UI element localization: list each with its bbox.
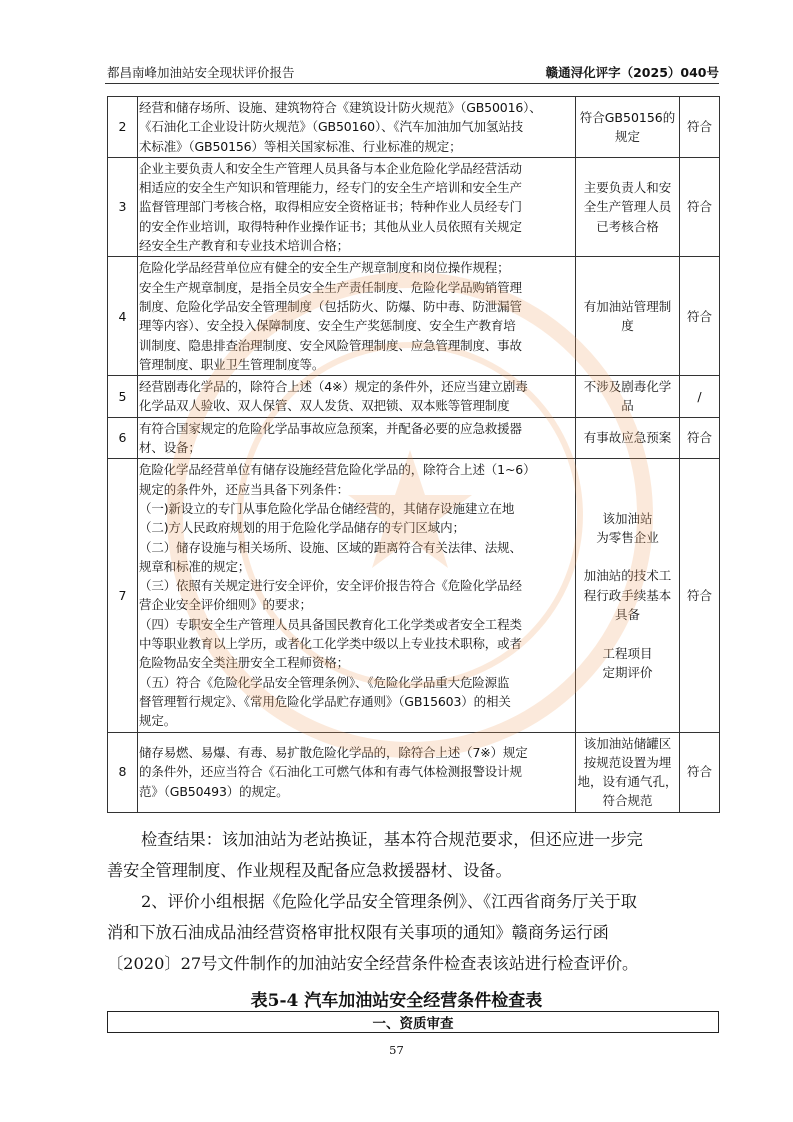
condition-cell	[138, 417, 576, 459]
result-cell: 符合	[680, 97, 720, 158]
table-row	[108, 376, 720, 418]
paragraph-line: 检查结果：该加油站为老站换证，基本符合规范要求，但还应进一步完	[141, 830, 643, 849]
actual-situation-cell	[576, 257, 680, 376]
actual-line: 程行政手续基本	[583, 587, 672, 603]
result-cell: 符合	[680, 417, 720, 459]
actual-line: 地，设有通气孔，	[577, 774, 678, 790]
table-row	[108, 459, 720, 732]
check-result-paragraph	[107, 824, 719, 886]
actual-line: 不涉及剧毒化学	[583, 379, 672, 395]
condition-line: 有符合国家规定的危险化学品事故应急预案，并配备必要的应急救援器	[139, 420, 522, 436]
row-number-cell: 7	[108, 459, 138, 732]
row-number-cell: 8	[108, 732, 138, 812]
spacer	[577, 547, 678, 566]
actual-line: 具备	[614, 607, 640, 623]
actual-line: 加油站的技术工	[583, 568, 672, 584]
condition-cell	[138, 376, 576, 418]
condition-line: 的条件外，还应当符合《石油化工可燃气体和有毒气体检测报警设计规	[139, 764, 522, 780]
condition-line: 制度、危险化学品安全管理制度（包括防火、防爆、防中毒、防泄漏管	[139, 298, 522, 314]
condition-line: 化学品双人验收、双人保管、双人发货、双把锁、双本账等管理制度	[139, 398, 510, 414]
actual-line: 符合GB50156的	[579, 109, 676, 125]
condition-line: 督管理暂行规定》、《常用危险化学品贮存通则》（GB15603）的相关	[139, 693, 511, 709]
actual-line: 该加油站	[602, 510, 653, 526]
evaluation-basis-paragraph	[107, 886, 719, 979]
condition-check-table	[107, 96, 720, 813]
actual-line: 工程项目	[602, 645, 653, 661]
paragraph-line: 消和下放石油成品油经营资格审批权限有关事项的通知》赣商务运行函	[107, 923, 609, 942]
condition-line: （五）符合《危险化学品安全管理条例》、《危险化学品重大危险源监	[139, 674, 510, 690]
condition-line: 危险物品安全类注册安全工程师资格；	[139, 655, 349, 671]
actual-line: 该加油站储罐区	[583, 735, 672, 751]
condition-line: 训制度、隐患排查治理制度、安全风险管理制度、应急管理制度、事故	[139, 337, 522, 353]
condition-line: 企业主要负责人和安全生产管理人员具备与本企业危险化学品经营活动	[139, 160, 522, 176]
row-number-cell: 5	[108, 376, 138, 418]
condition-line: 经安全生产教育和专业技术培训合格；	[139, 238, 349, 254]
condition-line: 规章和标准的规定；	[139, 558, 251, 574]
table-row	[108, 417, 720, 459]
result-cell: 符合	[680, 257, 720, 376]
condition-line: 危险化学品经营单位应有健全的安全生产规章制度和岗位操作规程；	[139, 260, 510, 276]
condition-cell	[138, 157, 576, 256]
actual-situation-cell	[576, 97, 680, 158]
actual-line: 定期评价	[602, 664, 653, 680]
condition-line: 经营和储存场所、设施、建筑物符合《建筑设计防火规范》（GB50016）、	[139, 100, 542, 115]
condition-line: 营企业安全评价细则》的要求；	[139, 597, 312, 613]
condition-line: 规定。	[139, 713, 177, 729]
page-number: 57	[389, 1043, 404, 1057]
condition-line: 监督管理部门考核合格，取得相应安全资格证书；特种作业人员经专门	[139, 199, 522, 215]
condition-line: 危险化学品经营单位有储存设施经营危险化学品的，除符合上述（1~6）	[139, 462, 536, 478]
condition-line: （四）专职安全生产管理人员具备国民教育化工化学类或者安全工程类	[139, 616, 522, 632]
table-5-4	[107, 1011, 719, 1033]
condition-line: 范》（GB50493）的规定。	[139, 783, 289, 799]
actual-line: 按规范设置为埋	[583, 754, 672, 770]
section-header-cell: 一、资质审查	[108, 1012, 719, 1033]
condition-line: 管理制度、职业卫生管理制度等。	[139, 356, 325, 372]
result-cell: /	[680, 376, 720, 418]
paragraph-line: 〔2020〕27号文件制作的加油站安全经营条件检查表该站进行检查评价。	[107, 954, 639, 973]
condition-line: 理等内容）、安全投入保障制度、安全生产奖惩制度、安全生产教育培	[139, 318, 516, 334]
spacer	[577, 624, 678, 643]
actual-line: 符合规范	[602, 793, 653, 809]
header-report-title: 都昌南峰加油站安全现状评价报告	[107, 65, 295, 80]
paragraph-line: 2、评价小组根据《危险化学品安全管理条例》、《江西省商务厅关于取	[141, 892, 637, 911]
table-row	[108, 97, 720, 158]
actual-line: 规定	[614, 128, 640, 144]
table-row	[108, 732, 720, 812]
actual-line: 已考核合格	[596, 218, 659, 234]
actual-situation-cell	[576, 376, 680, 418]
table-row	[108, 157, 720, 256]
header-report-number: 赣通浔化评字（2025）040号	[545, 65, 719, 80]
condition-line: （三）依照有关规定进行安全评价，安全评价报告符合《危险化学品经	[139, 578, 522, 594]
actual-situation-cell	[576, 732, 680, 812]
condition-line: （二)方人民政府规划的用于危险化学品储存的专门区域内；	[139, 520, 465, 536]
condition-line: 相适应的安全生产知识和管理能力，经专门的安全生产培训和安全生产	[139, 180, 522, 196]
actual-situation-cell	[576, 417, 680, 459]
row-number-cell: 2	[108, 97, 138, 158]
row-number-cell: 6	[108, 417, 138, 459]
condition-cell	[138, 732, 576, 812]
row-number-cell: 3	[108, 157, 138, 256]
condition-line: 术标准》（GB50156）等相关国家标准、行业标准的规定；	[139, 138, 462, 154]
actual-line: 主要负责人和安	[583, 180, 672, 196]
condition-line: 的安全作业培训，取得特种作业操作证书；其他从业人员依照有关规定	[139, 218, 522, 234]
actual-situation-cell	[576, 157, 680, 256]
actual-line: 有事故应急预案	[583, 430, 672, 446]
actual-line: 有加油站管理制	[583, 298, 672, 314]
actual-line: 度	[621, 318, 634, 334]
actual-line: 品	[621, 398, 634, 414]
condition-cell	[138, 257, 576, 376]
table-row	[108, 257, 720, 376]
condition-line: 中等职业教育以上学历，或者化工化学类中级以上专业技术职称，或者	[139, 636, 522, 652]
actual-situation-cell	[576, 459, 680, 732]
condition-line: （二）储存设施与相关场所、设施、区域的距离符合有关法律、法规、	[139, 539, 522, 555]
table-5-4-title: 表5-4 汽车加油站安全经营条件检查表	[250, 991, 543, 1011]
result-cell: 符合	[680, 459, 720, 732]
condition-cell	[138, 97, 576, 158]
paragraph-line: 善安全管理制度、作业规程及配备应急救援器材、设备。	[107, 861, 512, 880]
result-cell: 符合	[680, 732, 720, 812]
condition-line: 材、设备；	[139, 440, 201, 456]
actual-line: 为零售企业	[596, 529, 659, 545]
condition-line: 储存易燃、易爆、有毒、易扩散危险化学品的，除符合上述（7※）规定	[139, 745, 528, 761]
condition-line: 安全生产规章制度，是指全员安全生产责任制度、危险化学品购销管理	[139, 279, 522, 295]
actual-line: 全生产管理人员	[583, 199, 672, 215]
condition-cell	[138, 459, 576, 732]
condition-line: 经营剧毒化学品的，除符合上述（4※）规定的条件外，还应当建立剧毒	[139, 379, 528, 395]
result-cell: 符合	[680, 157, 720, 256]
condition-line: 规定的条件外，还应当具备下列条件：	[139, 481, 349, 497]
row-number-cell: 4	[108, 257, 138, 376]
condition-line: 《石油化工企业设计防火规范》（GB50160）、《汽车加油加气加氢站技	[139, 119, 524, 135]
condition-line: （一)新设立的专门从事危险化学品仓储经营的，其储存设施建立在地	[139, 500, 515, 516]
header-rule	[105, 83, 719, 84]
